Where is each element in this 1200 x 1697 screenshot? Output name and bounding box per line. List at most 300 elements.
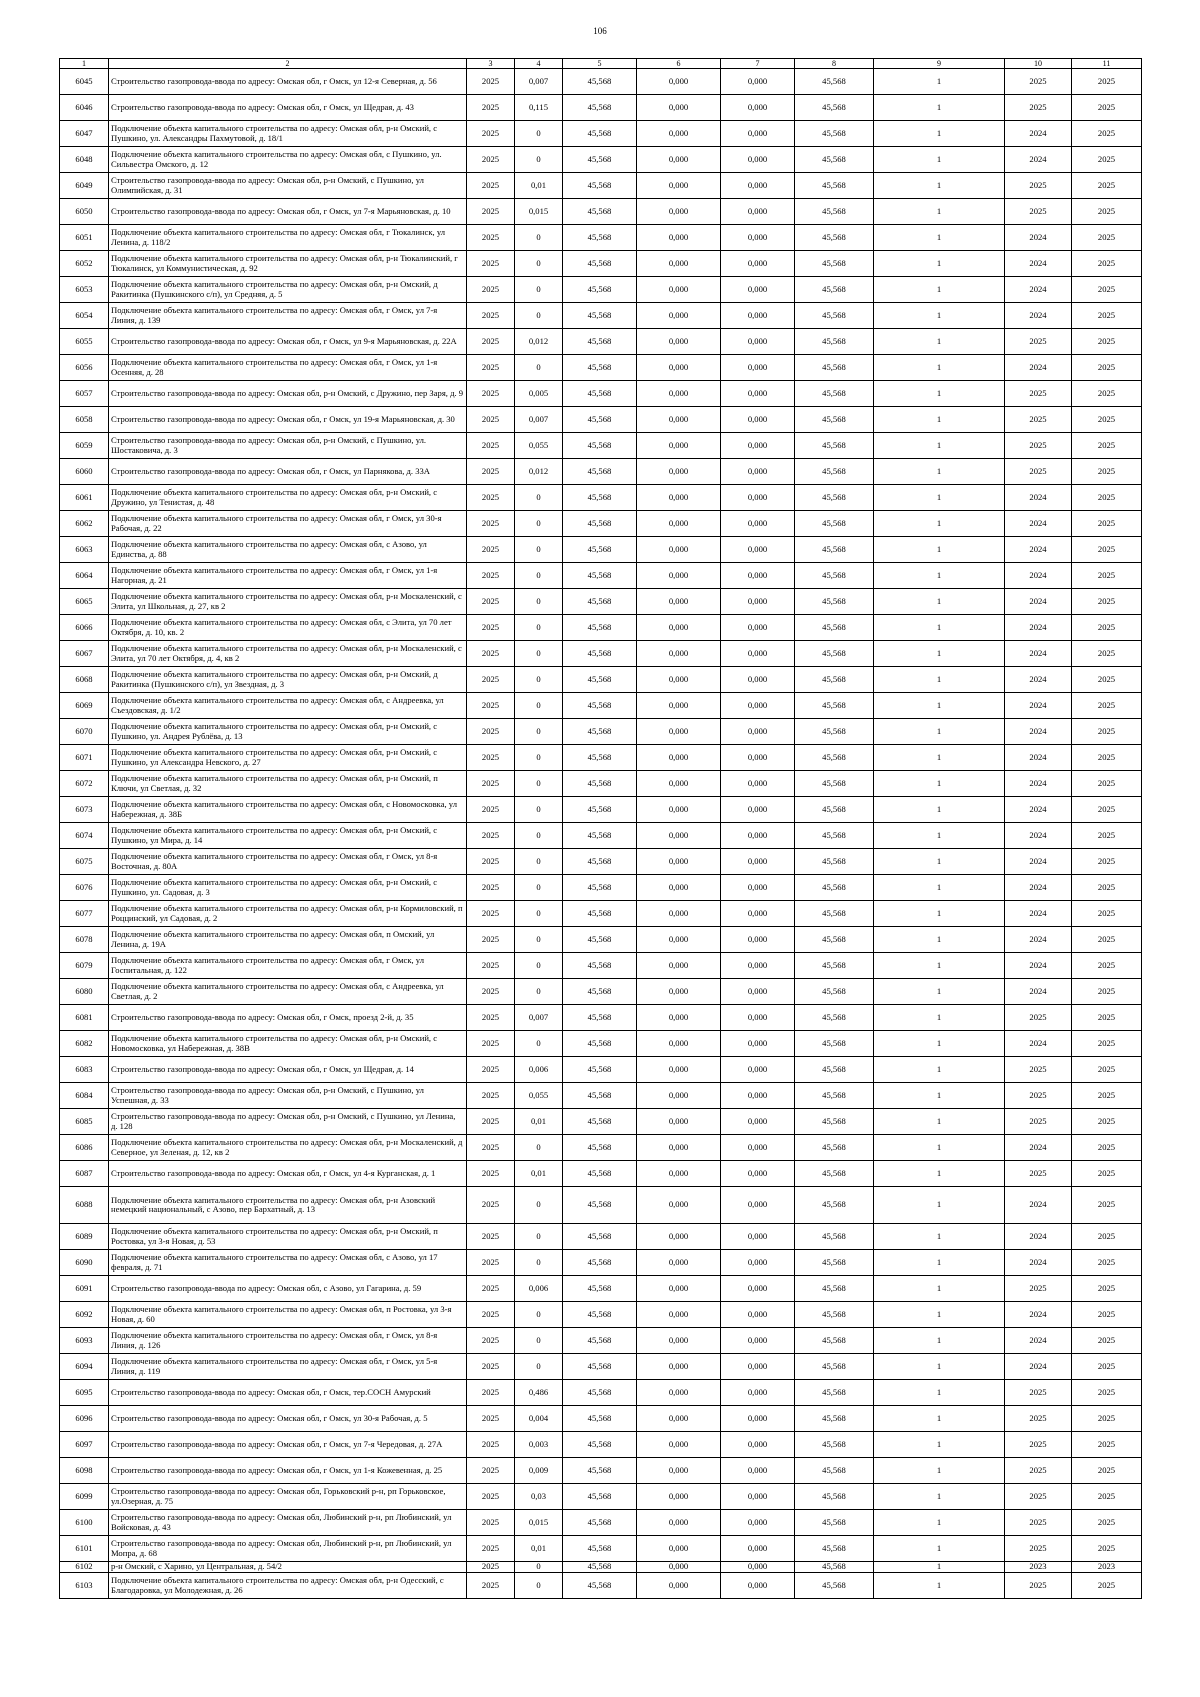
col-11-cell: 2025	[1072, 433, 1142, 459]
col-9-cell: 1	[874, 147, 1005, 173]
col-3-cell: 2025	[467, 589, 515, 615]
col-6-cell: 0,000	[637, 901, 721, 927]
col-9-cell: 1	[874, 849, 1005, 875]
col-6-cell: 0,000	[637, 641, 721, 667]
col-6-cell: 0,000	[637, 407, 721, 433]
col-6-cell: 0,000	[637, 1224, 721, 1250]
col-11-cell: 2023	[1072, 1562, 1142, 1573]
col-5-cell: 45,568	[563, 1302, 637, 1328]
col-7-cell: 0,000	[721, 1484, 795, 1510]
col-3-cell: 2025	[467, 979, 515, 1005]
col-4-cell: 0	[515, 563, 563, 589]
col-7-cell: 0,000	[721, 1354, 795, 1380]
col-10-cell: 2024	[1005, 1135, 1072, 1161]
col-9-cell: 1	[874, 641, 1005, 667]
object-description-cell: Подключение объекта капитального строительства по адресу: Омская обл, р-н Омский, с Пушкино, ул Мира, д. 14	[109, 823, 467, 849]
table-row	[60, 537, 1142, 563]
col-6-cell: 0,000	[637, 173, 721, 199]
col-7-cell: 0,000	[721, 641, 795, 667]
col-10-cell: 2025	[1005, 1380, 1072, 1406]
col-9-cell: 1	[874, 433, 1005, 459]
object-description-cell: Подключение объекта капитального строительства по адресу: Омская обл, п Омский, ул Ленина, д. 19А	[109, 927, 467, 953]
object-description-cell: Строительство газопровода-ввода по адресу: Омская обл, р-н Омский, с Пушкино, ул Олимпийская, д. 31	[109, 173, 467, 199]
col-5-cell: 45,568	[563, 1510, 637, 1536]
col-3-cell: 2025	[467, 95, 515, 121]
table-row	[60, 1536, 1142, 1562]
col-8-cell: 45,568	[795, 459, 874, 485]
col-6-cell: 0,000	[637, 823, 721, 849]
col-5-cell: 45,568	[563, 1135, 637, 1161]
col-6-cell: 0,000	[637, 199, 721, 225]
col-5-cell: 45,568	[563, 823, 637, 849]
row-number-cell: 6058	[60, 407, 109, 433]
col-5-cell: 45,568	[563, 563, 637, 589]
table-row	[60, 589, 1142, 615]
col-9-cell: 1	[874, 1484, 1005, 1510]
col-9-cell: 1	[874, 1224, 1005, 1250]
col-9-cell: 1	[874, 459, 1005, 485]
col-10-cell: 2024	[1005, 563, 1072, 589]
col-9-cell: 1	[874, 381, 1005, 407]
header-row	[60, 59, 1142, 69]
col-8-cell: 45,568	[795, 589, 874, 615]
row-number-cell: 6054	[60, 303, 109, 329]
col-3-cell: 2025	[467, 459, 515, 485]
row-number-cell: 6051	[60, 225, 109, 251]
col-11-cell: 2025	[1072, 277, 1142, 303]
col-6-cell: 0,000	[637, 1562, 721, 1573]
col-10-cell: 2025	[1005, 69, 1072, 95]
col-10-cell: 2025	[1005, 173, 1072, 199]
col-5-cell: 45,568	[563, 641, 637, 667]
col-4-cell: 0	[515, 719, 563, 745]
row-number-cell: 6078	[60, 927, 109, 953]
col-11-cell: 2025	[1072, 771, 1142, 797]
col-5-cell: 45,568	[563, 199, 637, 225]
col-3-cell: 2025	[467, 1031, 515, 1057]
object-description-cell: Строительство газопровода-ввода по адресу: Омская обл, г Омск, ул Щедрая, д. 14	[109, 1057, 467, 1083]
row-number-cell: 6085	[60, 1109, 109, 1135]
col-4-cell: 0,055	[515, 433, 563, 459]
col-10-cell: 2025	[1005, 1276, 1072, 1302]
col-7-cell: 0,000	[721, 1250, 795, 1276]
col-10-cell: 2024	[1005, 953, 1072, 979]
col-10-cell: 2024	[1005, 355, 1072, 381]
col-8-cell: 45,568	[795, 1276, 874, 1302]
col-5-cell: 45,568	[563, 719, 637, 745]
object-description-cell: Подключение объекта капитального строительства по адресу: Омская обл, р-н Москаленский, с Элита, ул 70 лет Октября, д. 4, кв 2	[109, 641, 467, 667]
col-6-cell: 0,000	[637, 1536, 721, 1562]
col-10-cell: 2024	[1005, 511, 1072, 537]
col-8-cell: 45,568	[795, 901, 874, 927]
col-10-cell: 2024	[1005, 1250, 1072, 1276]
col-3-cell: 2025	[467, 901, 515, 927]
col-9-cell: 1	[874, 303, 1005, 329]
object-description-cell: Строительство газопровода-ввода по адресу: Омская обл, г Омск, ул 7-я Чередовая, д. 27А	[109, 1432, 467, 1458]
col-5-cell: 45,568	[563, 381, 637, 407]
row-number-cell: 6080	[60, 979, 109, 1005]
table-row	[60, 1083, 1142, 1109]
col-9-cell: 1	[874, 719, 1005, 745]
col-5-cell: 45,568	[563, 485, 637, 511]
col-9-cell: 1	[874, 771, 1005, 797]
col-8-cell: 45,568	[795, 953, 874, 979]
col-5-cell: 45,568	[563, 147, 637, 173]
col-10-cell: 2024	[1005, 225, 1072, 251]
col-4-cell: 0,115	[515, 95, 563, 121]
col-8-cell: 45,568	[795, 797, 874, 823]
col-3-cell: 2025	[467, 121, 515, 147]
table-row	[60, 69, 1142, 95]
col-4-cell: 0,007	[515, 407, 563, 433]
col-9-cell: 1	[874, 1458, 1005, 1484]
col-6-cell: 0,000	[637, 511, 721, 537]
col-6-cell: 0,000	[637, 1510, 721, 1536]
object-description-cell: Подключение объекта капитального строительства по адресу: Омская обл, р-н Азовский немецкий национальный, с Азово, пер Бархатный, д. 13	[109, 1187, 467, 1224]
row-number-cell: 6063	[60, 537, 109, 563]
col-5-cell: 45,568	[563, 303, 637, 329]
table-row	[60, 225, 1142, 251]
table-row	[60, 719, 1142, 745]
col-10-cell: 2024	[1005, 771, 1072, 797]
col-11-cell: 2025	[1072, 537, 1142, 563]
table-row	[60, 953, 1142, 979]
col-6-cell: 0,000	[637, 1083, 721, 1109]
object-description-cell: Строительство газопровода-ввода по адресу: Омская обл, с Азово, ул Гагарина, д. 59	[109, 1276, 467, 1302]
col-10-cell: 2024	[1005, 875, 1072, 901]
col-6-cell: 0,000	[637, 771, 721, 797]
row-number-cell: 6069	[60, 693, 109, 719]
row-number-cell: 6088	[60, 1187, 109, 1224]
col-7-cell: 0,000	[721, 95, 795, 121]
col-8-cell: 45,568	[795, 1510, 874, 1536]
col-11-cell: 2025	[1072, 1224, 1142, 1250]
object-description-cell: Подключение объекта капитального строительства по адресу: Омская обл, р-н Омский, п Ростовка, ул 3-я Новая, д. 53	[109, 1224, 467, 1250]
table-row	[60, 745, 1142, 771]
col-7-cell: 0,000	[721, 1005, 795, 1031]
object-description-cell: р-н Омский, с Харино, ул Центральная, д. 54/2	[109, 1562, 467, 1573]
header-cell: 5	[563, 59, 637, 69]
col-3-cell: 2025	[467, 1109, 515, 1135]
col-11-cell: 2025	[1072, 615, 1142, 641]
col-11-cell: 2025	[1072, 979, 1142, 1005]
col-8-cell: 45,568	[795, 407, 874, 433]
col-8-cell: 45,568	[795, 1536, 874, 1562]
col-11-cell: 2025	[1072, 173, 1142, 199]
col-8-cell: 45,568	[795, 381, 874, 407]
row-number-cell: 6084	[60, 1083, 109, 1109]
col-10-cell: 2024	[1005, 693, 1072, 719]
col-7-cell: 0,000	[721, 1187, 795, 1224]
col-7-cell: 0,000	[721, 511, 795, 537]
object-description-cell: Строительство газопровода-ввода по адресу: Омская обл, р-н Омский, с Дружино, пер Заря, д. 9	[109, 381, 467, 407]
col-6-cell: 0,000	[637, 251, 721, 277]
col-11-cell: 2025	[1072, 1276, 1142, 1302]
object-description-cell: Подключение объекта капитального строительства по адресу: Омская обл, р-н Омский, с Пушкино, ул Александра Невского, д. 27	[109, 745, 467, 771]
col-7-cell: 0,000	[721, 277, 795, 303]
col-5-cell: 45,568	[563, 121, 637, 147]
col-8-cell: 45,568	[795, 875, 874, 901]
col-7-cell: 0,000	[721, 1573, 795, 1599]
col-11-cell: 2025	[1072, 303, 1142, 329]
col-11-cell: 2025	[1072, 589, 1142, 615]
col-4-cell: 0,007	[515, 69, 563, 95]
col-8-cell: 45,568	[795, 1302, 874, 1328]
col-3-cell: 2025	[467, 1161, 515, 1187]
col-4-cell: 0	[515, 875, 563, 901]
col-7-cell: 0,000	[721, 901, 795, 927]
col-4-cell: 0,486	[515, 1380, 563, 1406]
col-4-cell: 0	[515, 147, 563, 173]
col-4-cell: 0,006	[515, 1057, 563, 1083]
col-7-cell: 0,000	[721, 589, 795, 615]
col-4-cell: 0,003	[515, 1432, 563, 1458]
col-11-cell: 2025	[1072, 1031, 1142, 1057]
col-7-cell: 0,000	[721, 121, 795, 147]
row-number-cell: 6066	[60, 615, 109, 641]
table-row	[60, 199, 1142, 225]
col-7-cell: 0,000	[721, 485, 795, 511]
col-6-cell: 0,000	[637, 719, 721, 745]
col-5-cell: 45,568	[563, 95, 637, 121]
col-6-cell: 0,000	[637, 1354, 721, 1380]
row-number-cell: 6095	[60, 1380, 109, 1406]
col-7-cell: 0,000	[721, 433, 795, 459]
table-row	[60, 277, 1142, 303]
col-8-cell: 45,568	[795, 693, 874, 719]
table-row	[60, 121, 1142, 147]
row-number-cell: 6074	[60, 823, 109, 849]
col-8-cell: 45,568	[795, 771, 874, 797]
col-8-cell: 45,568	[795, 1057, 874, 1083]
col-3-cell: 2025	[467, 615, 515, 641]
col-10-cell: 2024	[1005, 589, 1072, 615]
col-5-cell: 45,568	[563, 901, 637, 927]
row-number-cell: 6081	[60, 1005, 109, 1031]
row-number-cell: 6089	[60, 1224, 109, 1250]
col-4-cell: 0,004	[515, 1406, 563, 1432]
col-9-cell: 1	[874, 95, 1005, 121]
col-3-cell: 2025	[467, 563, 515, 589]
col-3-cell: 2025	[467, 823, 515, 849]
table-row	[60, 407, 1142, 433]
table-row	[60, 1484, 1142, 1510]
col-10-cell: 2025	[1005, 1484, 1072, 1510]
col-3-cell: 2025	[467, 849, 515, 875]
object-description-cell: Подключение объекта капитального строительства по адресу: Омская обл, с Пушкино, ул. Сильвестра Омского, д. 12	[109, 147, 467, 173]
col-10-cell: 2025	[1005, 1161, 1072, 1187]
col-4-cell: 0	[515, 667, 563, 693]
col-11-cell: 2025	[1072, 1328, 1142, 1354]
object-description-cell: Подключение объекта капитального строительства по адресу: Омская обл, с Андреевка, ул Съездовская, д. 1/2	[109, 693, 467, 719]
object-description-cell: Строительство газопровода-ввода по адресу: Омская обл, Любинский р-н, рп Любинский, ул Мопра, д. 68	[109, 1536, 467, 1562]
table-row	[60, 95, 1142, 121]
object-description-cell: Строительство газопровода-ввода по адресу: Омская обл, г Омск, тер.СОСН Амурский	[109, 1380, 467, 1406]
col-3-cell: 2025	[467, 745, 515, 771]
table-row	[60, 1458, 1142, 1484]
col-9-cell: 1	[874, 693, 1005, 719]
col-10-cell: 2024	[1005, 849, 1072, 875]
table-row	[60, 381, 1142, 407]
col-4-cell: 0	[515, 1224, 563, 1250]
col-6-cell: 0,000	[637, 433, 721, 459]
col-8-cell: 45,568	[795, 303, 874, 329]
col-5-cell: 45,568	[563, 407, 637, 433]
col-10-cell: 2024	[1005, 537, 1072, 563]
col-10-cell: 2023	[1005, 1562, 1072, 1573]
col-4-cell: 0	[515, 1562, 563, 1573]
col-6-cell: 0,000	[637, 589, 721, 615]
col-4-cell: 0,007	[515, 1005, 563, 1031]
table-row	[60, 1302, 1142, 1328]
col-8-cell: 45,568	[795, 1406, 874, 1432]
col-10-cell: 2024	[1005, 1328, 1072, 1354]
col-7-cell: 0,000	[721, 1536, 795, 1562]
col-6-cell: 0,000	[637, 459, 721, 485]
col-5-cell: 45,568	[563, 511, 637, 537]
col-5-cell: 45,568	[563, 251, 637, 277]
row-number-cell: 6055	[60, 329, 109, 355]
col-7-cell: 0,000	[721, 1109, 795, 1135]
col-10-cell: 2025	[1005, 1005, 1072, 1031]
table-row	[60, 1135, 1142, 1161]
col-8-cell: 45,568	[795, 1224, 874, 1250]
col-11-cell: 2025	[1072, 953, 1142, 979]
header-cell: 4	[515, 59, 563, 69]
table-row	[60, 875, 1142, 901]
col-6-cell: 0,000	[637, 1484, 721, 1510]
col-11-cell: 2025	[1072, 147, 1142, 173]
col-8-cell: 45,568	[795, 1083, 874, 1109]
col-8-cell: 45,568	[795, 1458, 874, 1484]
object-description-cell: Подключение объекта капитального строительства по адресу: Омская обл, г Омск, ул 30-я Рабочая, д. 22	[109, 511, 467, 537]
col-7-cell: 0,000	[721, 615, 795, 641]
row-number-cell: 6064	[60, 563, 109, 589]
col-4-cell: 0	[515, 1135, 563, 1161]
table-row	[60, 901, 1142, 927]
col-5-cell: 45,568	[563, 615, 637, 641]
col-10-cell: 2025	[1005, 1510, 1072, 1536]
col-10-cell: 2024	[1005, 1187, 1072, 1224]
table-row	[60, 771, 1142, 797]
col-4-cell: 0	[515, 485, 563, 511]
col-11-cell: 2025	[1072, 1380, 1142, 1406]
col-4-cell: 0	[515, 277, 563, 303]
table-row	[60, 1380, 1142, 1406]
table-row	[60, 1406, 1142, 1432]
col-4-cell: 0,01	[515, 1161, 563, 1187]
col-11-cell: 2025	[1072, 901, 1142, 927]
col-3-cell: 2025	[467, 1187, 515, 1224]
col-8-cell: 45,568	[795, 1354, 874, 1380]
col-5-cell: 45,568	[563, 433, 637, 459]
col-3-cell: 2025	[467, 199, 515, 225]
row-number-cell: 6086	[60, 1135, 109, 1161]
col-10-cell: 2024	[1005, 1354, 1072, 1380]
col-7-cell: 0,000	[721, 1562, 795, 1573]
col-10-cell: 2024	[1005, 1031, 1072, 1057]
object-description-cell: Подключение объекта капитального строительства по адресу: Омская обл, р-н Омский, с Пушкино, ул. Андрея Рублёва, д. 13	[109, 719, 467, 745]
col-9-cell: 1	[874, 173, 1005, 199]
row-number-cell: 6076	[60, 875, 109, 901]
row-number-cell: 6103	[60, 1573, 109, 1599]
col-11-cell: 2025	[1072, 1161, 1142, 1187]
col-10-cell: 2024	[1005, 927, 1072, 953]
table-row	[60, 927, 1142, 953]
col-11-cell: 2025	[1072, 511, 1142, 537]
col-3-cell: 2025	[467, 1536, 515, 1562]
col-7-cell: 0,000	[721, 381, 795, 407]
col-11-cell: 2025	[1072, 693, 1142, 719]
col-9-cell: 1	[874, 1187, 1005, 1224]
col-6-cell: 0,000	[637, 1432, 721, 1458]
col-8-cell: 45,568	[795, 719, 874, 745]
col-9-cell: 1	[874, 1005, 1005, 1031]
col-4-cell: 0	[515, 251, 563, 277]
row-number-cell: 6052	[60, 251, 109, 277]
col-3-cell: 2025	[467, 693, 515, 719]
col-6-cell: 0,000	[637, 1031, 721, 1057]
col-5-cell: 45,568	[563, 745, 637, 771]
object-description-cell: Подключение объекта капитального строительства по адресу: Омская обл, г Омск, ул Госпитальная, д. 122	[109, 953, 467, 979]
col-11-cell: 2025	[1072, 1250, 1142, 1276]
col-5-cell: 45,568	[563, 537, 637, 563]
table-row	[60, 797, 1142, 823]
col-5-cell: 45,568	[563, 69, 637, 95]
col-6-cell: 0,000	[637, 537, 721, 563]
col-8-cell: 45,568	[795, 1380, 874, 1406]
col-3-cell: 2025	[467, 355, 515, 381]
col-9-cell: 1	[874, 875, 1005, 901]
row-number-cell: 6053	[60, 277, 109, 303]
col-9-cell: 1	[874, 1276, 1005, 1302]
table-row	[60, 1354, 1142, 1380]
col-11-cell: 2025	[1072, 797, 1142, 823]
col-5-cell: 45,568	[563, 459, 637, 485]
col-9-cell: 1	[874, 277, 1005, 303]
col-7-cell: 0,000	[721, 875, 795, 901]
col-6-cell: 0,000	[637, 1380, 721, 1406]
col-6-cell: 0,000	[637, 225, 721, 251]
col-10-cell: 2024	[1005, 719, 1072, 745]
col-5-cell: 45,568	[563, 1432, 637, 1458]
row-number-cell: 6056	[60, 355, 109, 381]
col-6-cell: 0,000	[637, 1250, 721, 1276]
col-11-cell: 2025	[1072, 875, 1142, 901]
col-7-cell: 0,000	[721, 1458, 795, 1484]
col-3-cell: 2025	[467, 1005, 515, 1031]
col-7-cell: 0,000	[721, 147, 795, 173]
col-11-cell: 2025	[1072, 1510, 1142, 1536]
col-10-cell: 2024	[1005, 147, 1072, 173]
col-9-cell: 1	[874, 589, 1005, 615]
col-7-cell: 0,000	[721, 719, 795, 745]
col-7-cell: 0,000	[721, 251, 795, 277]
col-3-cell: 2025	[467, 927, 515, 953]
object-description-cell: Строительство газопровода-ввода по адресу: Омская обл, г Омск, проезд 2-й, д. 35	[109, 1005, 467, 1031]
col-4-cell: 0	[515, 1354, 563, 1380]
col-3-cell: 2025	[467, 1484, 515, 1510]
col-8-cell: 45,568	[795, 199, 874, 225]
col-4-cell: 0	[515, 303, 563, 329]
col-9-cell: 1	[874, 1536, 1005, 1562]
col-5-cell: 45,568	[563, 1083, 637, 1109]
col-6-cell: 0,000	[637, 1458, 721, 1484]
object-description-cell: Подключение объекта капитального строительства по адресу: Омская обл, р-н Омский, с Пушкино, ул. Садовая, д. 3	[109, 875, 467, 901]
col-7-cell: 0,000	[721, 225, 795, 251]
col-8-cell: 45,568	[795, 433, 874, 459]
col-3-cell: 2025	[467, 1406, 515, 1432]
